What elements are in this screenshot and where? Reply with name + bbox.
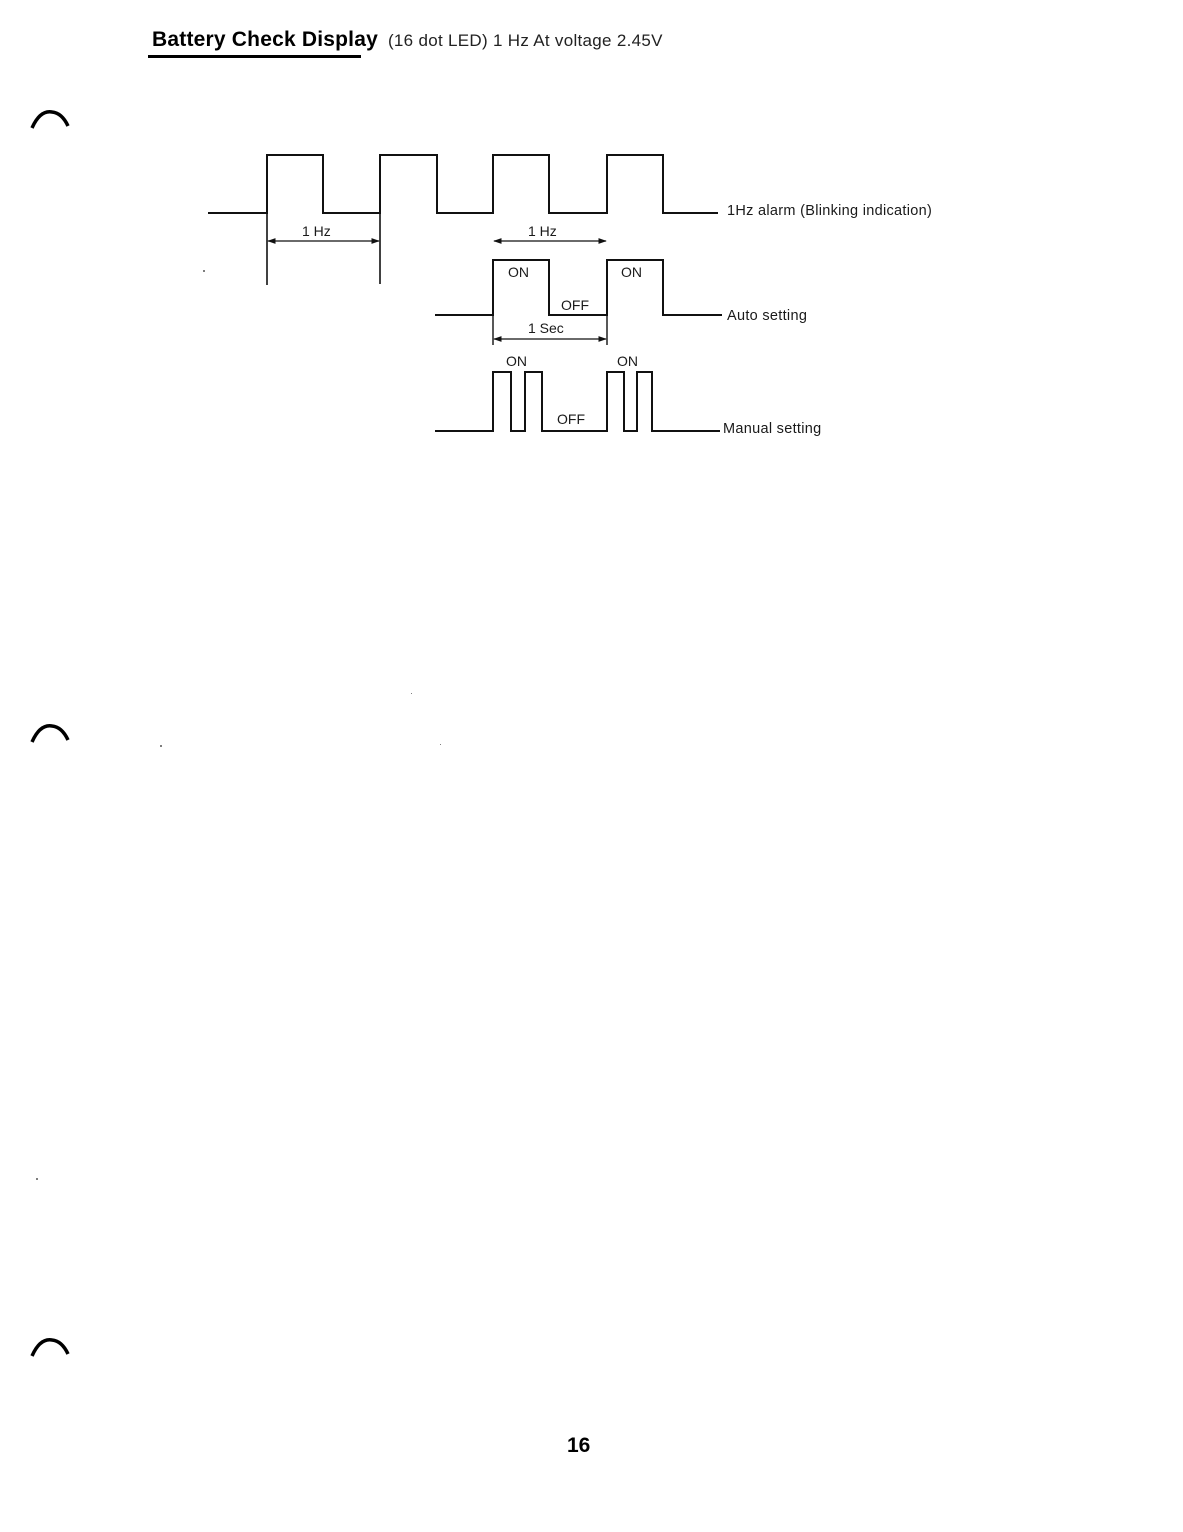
punch-hole-mark-bottom <box>30 1336 70 1358</box>
auto-on-label-2: ON <box>621 264 642 280</box>
manual-on-label-2: ON <box>617 353 638 369</box>
period-label-1: 1 Hz <box>302 223 331 239</box>
heading-detail: (16 dot LED) 1 Hz At voltage 2.45V <box>387 31 663 50</box>
timing-diagram <box>0 0 1183 470</box>
scan-speck <box>411 693 412 694</box>
page-number: 16 <box>567 1434 591 1457</box>
auto-signal-label: Auto setting <box>727 308 808 324</box>
alarm-waveform <box>208 155 718 213</box>
period-label-2: 1 Hz <box>528 223 557 239</box>
auto-on-label-1: ON <box>508 264 529 280</box>
auto-off-label: OFF <box>561 297 589 313</box>
alarm-signal-label: 1Hz alarm (Blinking indication) <box>727 203 933 219</box>
scan-speck <box>36 1178 38 1180</box>
manual-off-label: OFF <box>557 411 585 427</box>
heading-title: Battery Check Display <box>152 28 378 51</box>
scan-speck <box>203 270 205 272</box>
punch-hole-mark-middle <box>30 722 70 744</box>
scan-speck <box>440 744 441 745</box>
manual-on-label-1: ON <box>506 353 527 369</box>
manual-signal-label: Manual setting <box>723 421 822 437</box>
scan-speck <box>160 745 162 747</box>
interval-label: 1 Sec <box>528 320 564 336</box>
